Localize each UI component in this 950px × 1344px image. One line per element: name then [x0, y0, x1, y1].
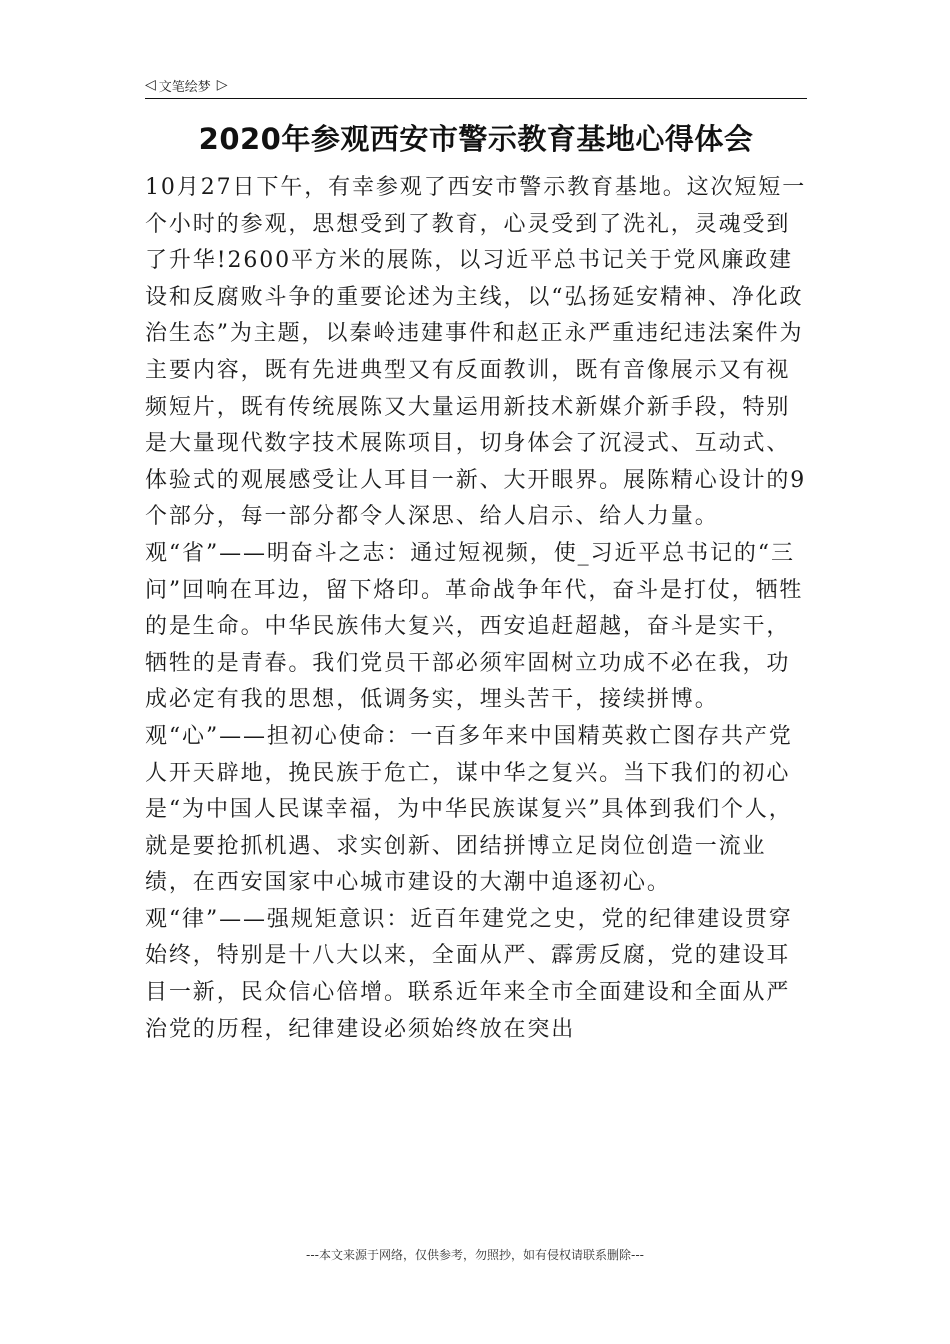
- paragraph-intro: 10月27日下午，有幸参观了西安市警示教育基地。这次短短一个小时的参观，思想受到了教育，心灵受到了洗礼，灵魂受到了升华!2600平方米的展陈，以习近平总书记关于党风廉政建设和反腐败斗争的重要论述为主线，以“弘扬延安精神、净化政治生态”为主题，以秦岭违建事件和赵正永严重违纪违法案件为主要内容，既有先进典型又有反面教训，既有音像展示又有视频短片，既有传统展陈又大量运用新技术新媒介新手段，特别是大量现代数字技术展陈项目，切身体会了沉浸式、互动式、体验式的观展感受让人耳目一新、大开眼界。展陈精心设计的9个部分，每一部分都令人深思、给人启示、给人力量。: [145, 175, 807, 530]
- header-brand: 文笔绘梦: [158, 79, 211, 95]
- paragraph-xing: 观“省”——明奋斗之志：通过短视频，使_习近平总书记的“三问”回响在耳边，留下烙印。革命战争年代，奋斗是打仗，牺牲的是生命。中华民族伟大复兴，西安追赶超越，奋斗是实干，牺牲的是青春。我们党员干部必须牢固树立功成不必在我，功成必定有我的思想，低调务实，埋头苦干，接续拼博。: [145, 540, 804, 713]
- right-triangle-icon: ▷: [216, 77, 228, 93]
- page-footer-disclaimer: ---本文来源于网络，仅供参考，勿照抄，如有侵权请联系删除---: [306, 1248, 644, 1262]
- header-divider: [145, 98, 807, 99]
- paragraph-xin: 观“心”——担初心使命：一百多年来中国精英救亡图存共产党人开天辟地，挽民族于危亡，谋中华之复兴。当下我们的初心是“为中国人民谋幸福，为中华民族谋复兴”具体到我们个人，就是要抢抓机遇、求实创新、团结拼博立足岗位创造一流业绩，在西安国家中心城市建设的大潮中追逐初心。: [145, 723, 793, 896]
- document-body: [145, 170, 809, 1048]
- left-triangle-icon: ◁: [145, 77, 156, 93]
- paragraph-lv: 观“律”——强规矩意识：近百年建党之史，党的纪律建设贯穿始终，特别是十八大以来，全面从严、霹雳反腐，党的建设耳目一新，民众信心倍增。联系近年来全市全面建设和全面从严治党的历程，纪律建设必须始终放在突出: [145, 906, 793, 1042]
- document-title: 2020年参观西安市警示教育基地心得体会: [198, 122, 754, 156]
- page-header: [145, 74, 807, 96]
